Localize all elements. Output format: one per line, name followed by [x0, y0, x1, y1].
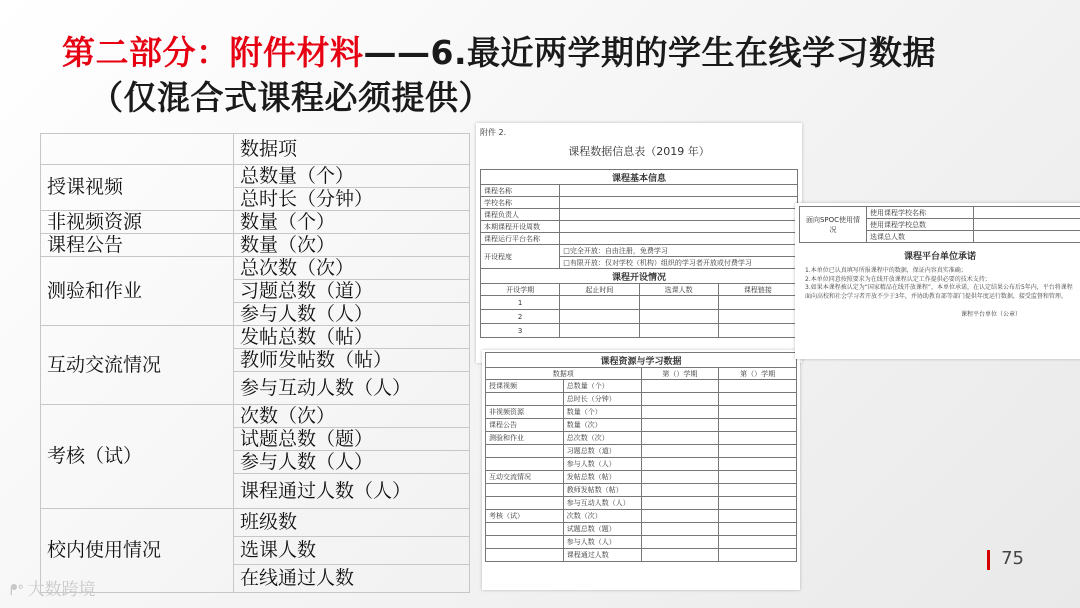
empty-cell: [719, 523, 797, 536]
empty-cell: [974, 231, 1080, 243]
section-row: [481, 170, 798, 185]
category-cell: 测验和作业: [486, 432, 564, 445]
spoc-item: 使用课程学校总数: [867, 219, 974, 231]
empty-cell: [560, 324, 639, 338]
empty-cell: [641, 458, 719, 471]
empty-cell: [641, 445, 719, 458]
table-header-row: [486, 368, 797, 380]
field-value: [560, 197, 798, 209]
table-row: [486, 471, 797, 484]
item-cell: 发帖总数（帖）: [234, 326, 470, 349]
watermark: [10, 575, 96, 600]
table-row: [486, 393, 797, 406]
table-row: [481, 296, 798, 310]
empty-cell: [641, 393, 719, 406]
item-cell: 教师发帖数（帖）: [234, 349, 470, 372]
column-header: 起止时间: [560, 284, 639, 296]
title-part-prefix: 第二部分：附件材料: [62, 33, 364, 72]
category-cell: 授课视频: [486, 380, 564, 393]
slide-title: [62, 30, 1040, 120]
field-value: [560, 209, 798, 221]
item-cell: 总次数（次）: [563, 432, 641, 445]
resource-learning-data-table: [485, 352, 797, 562]
empty-cell: [719, 536, 797, 549]
item-cell: 总时长（分钟）: [563, 393, 641, 406]
field-label: 本期课程开设周数: [481, 221, 560, 233]
item-cell: 参与人数（人）: [563, 458, 641, 471]
empty-cell: [719, 393, 797, 406]
table-row: [481, 233, 798, 245]
page-number: 75: [1001, 548, 1024, 569]
watermark-logo-icon: ᖰᐤ: [10, 581, 24, 599]
commitment-text: [799, 267, 1080, 301]
item-cell: 数量（个）: [234, 211, 470, 234]
field-label: 开设程度: [481, 245, 560, 269]
field-label: 学校名称: [481, 197, 560, 209]
category-cell: [486, 458, 564, 471]
item-cell: 总时长（分钟）: [234, 188, 470, 211]
table-row: [486, 380, 797, 393]
section-row: [481, 269, 798, 284]
table-row: [486, 510, 797, 523]
field-label: 课程名称: [481, 185, 560, 197]
sheet-title: 课程数据信息表（2019 年）: [568, 145, 710, 158]
category-cell: [486, 393, 564, 406]
open-option: □完全开放：自由注册，免费学习: [560, 245, 798, 257]
item-cell: 试题总数（题）: [563, 523, 641, 536]
empty-cell: [719, 458, 797, 471]
table-row: [481, 221, 798, 233]
empty-cell: [641, 536, 719, 549]
empty-cell: [641, 471, 719, 484]
section-title: 课程开设情况: [481, 269, 798, 284]
empty-cell: [719, 471, 797, 484]
column-header: 第（）学期: [641, 368, 719, 380]
empty-cell: [719, 484, 797, 497]
data-items-table: [40, 133, 470, 593]
item-cell: 发帖总数（帖）: [563, 471, 641, 484]
item-cell: 习题总数（道）: [563, 445, 641, 458]
category-cell: 非视频资源: [486, 406, 564, 419]
item-cell: 参与互动人数（人）: [234, 372, 470, 405]
category-cell: 授课视频: [41, 165, 234, 211]
table-row: [486, 497, 797, 510]
table-row: [41, 165, 470, 188]
category-cell: [486, 523, 564, 536]
empty-cell: [639, 310, 718, 324]
table-header-cell: 数据项: [234, 134, 470, 165]
semester-cell: 2: [481, 310, 560, 324]
empty-cell: [641, 419, 719, 432]
commitment-line: 1.本单位已认真填写所报课程中的数据，保证内容真实准确；: [805, 267, 967, 274]
empty-cell: [719, 406, 797, 419]
column-header: 选课人数: [639, 284, 718, 296]
item-cell: 选课人数: [234, 537, 470, 565]
column-header: 课程链接: [718, 284, 797, 296]
table-row: [41, 211, 470, 234]
item-cell: 试题总数（题）: [234, 428, 470, 451]
item-cell: 参与互动人数（人）: [563, 497, 641, 510]
column-header: 开设学期: [481, 284, 560, 296]
item-cell: 总数量（个）: [563, 380, 641, 393]
category-cell: 考核（试）: [486, 510, 564, 523]
table-row: [486, 458, 797, 471]
field-label: 课程负责人: [481, 209, 560, 221]
category-cell: 测验和作业: [41, 257, 234, 326]
spoc-label: 面向SPOC使用情况: [800, 207, 867, 243]
item-cell: 参与人数（人）: [563, 536, 641, 549]
section-row: [486, 353, 797, 368]
item-cell: 总数量（个）: [234, 165, 470, 188]
section-title: 课程基本信息: [481, 170, 798, 185]
empty-cell: [974, 207, 1080, 219]
category-cell: 互动交流情况: [486, 471, 564, 484]
table-row: [486, 419, 797, 432]
empty-cell: [641, 523, 719, 536]
commitment-line: 2.本单位同意按照要求为在线开放课程认定工作提供必要的技术支持；: [805, 275, 991, 283]
empty-cell: [560, 296, 639, 310]
slide-subtitle: （仅混合式课程必须提供）: [90, 78, 492, 117]
item-cell: 次数（次）: [234, 405, 470, 428]
table-row: [486, 432, 797, 445]
item-cell: 总次数（次）: [234, 257, 470, 280]
category-cell: [486, 549, 564, 562]
empty-cell: [560, 310, 639, 324]
table-row: [41, 234, 470, 257]
resource-learning-data-sheet: [482, 350, 800, 590]
item-cell: 习题总数（道）: [234, 280, 470, 303]
table-row: [486, 549, 797, 562]
header-empty-cell: [41, 134, 234, 165]
empty-cell: [719, 419, 797, 432]
table-row: [486, 484, 797, 497]
category-cell: 校内使用情况: [41, 509, 234, 593]
empty-cell: [719, 497, 797, 510]
empty-cell: [719, 432, 797, 445]
empty-cell: [641, 510, 719, 523]
spoc-item: 使用课程学校名称: [867, 207, 974, 219]
course-data-info-sheet: [476, 123, 802, 363]
commitment-line: 3.如果本课程被认定为“国家精品在线开放课程”，本单位承诺，在认定结果公布后5年内，平台将课程面向高校和社会学习者开放不少于3年，并协助教育部等部门提供年度运行数据，接受监督和管理。: [805, 284, 1073, 300]
item-cell: 班级数: [234, 509, 470, 537]
table-row: [481, 245, 798, 257]
table-row: [41, 509, 470, 537]
empty-cell: [718, 296, 797, 310]
table-row: [41, 257, 470, 280]
item-cell: 课程通过人数: [563, 549, 641, 562]
category-cell: 非视频资源: [41, 211, 234, 234]
category-cell: [486, 445, 564, 458]
field-value: [560, 221, 798, 233]
section-title: 课程资源与学习数据: [486, 353, 797, 368]
empty-cell: [719, 549, 797, 562]
title-part-suffix: ——6.最近两学期的学生在线学习数据: [363, 33, 936, 72]
table-row: [486, 536, 797, 549]
table-header-row: [41, 134, 470, 165]
empty-cell: [718, 324, 797, 338]
commitment-title: 课程平台单位承诺: [903, 252, 976, 262]
table-row: [486, 445, 797, 458]
category-cell: [486, 497, 564, 510]
column-header: 数据项: [486, 368, 642, 380]
spoc-item: 选课总人数: [867, 231, 974, 243]
column-header: 第（）学期: [719, 368, 797, 380]
table-row: [486, 406, 797, 419]
table-row: [486, 523, 797, 536]
table-row: [41, 326, 470, 349]
table-row: [481, 209, 798, 221]
watermark-text: 大数跨境: [27, 580, 96, 600]
empty-cell: [719, 510, 797, 523]
item-cell: 在线通过人数: [234, 565, 470, 593]
empty-cell: [641, 497, 719, 510]
attachment-label: 附件 2.: [480, 128, 507, 137]
table-row: [481, 324, 798, 338]
empty-cell: [641, 406, 719, 419]
field-label: 课程运行平台名称: [481, 233, 560, 245]
open-option: □有限开放：仅对学校（机构）组织的学习者开放或付费学习: [560, 257, 798, 269]
item-cell: 参与人数（人）: [234, 451, 470, 474]
empty-cell: [639, 324, 718, 338]
empty-cell: [719, 380, 797, 393]
course-basic-info-table: [480, 169, 798, 338]
table-row: [481, 197, 798, 209]
semester-cell: 3: [481, 324, 560, 338]
empty-cell: [974, 219, 1080, 231]
semester-cell: 1: [481, 296, 560, 310]
empty-cell: [719, 445, 797, 458]
spoc-usage-table: [799, 206, 1080, 243]
category-cell: 考核（试）: [41, 405, 234, 509]
item-cell: 数量（个）: [563, 406, 641, 419]
empty-cell: [641, 380, 719, 393]
item-cell: 次数（次）: [563, 510, 641, 523]
table-row: [481, 310, 798, 324]
table-header-row: [481, 284, 798, 296]
empty-cell: [641, 484, 719, 497]
item-cell: 数量（次）: [234, 234, 470, 257]
category-cell: 课程公告: [41, 234, 234, 257]
category-cell: 互动交流情况: [41, 326, 234, 405]
page-number-marker: [987, 550, 990, 570]
field-value: [560, 185, 798, 197]
platform-commitment-sheet: [795, 203, 1080, 359]
item-cell: 课程通过人数（人）: [234, 474, 470, 509]
item-cell: 教师发帖数（帖）: [563, 484, 641, 497]
platform-sign: 课程平台单位（公章）: [960, 311, 1021, 318]
category-cell: [486, 484, 564, 497]
table-row: [481, 185, 798, 197]
empty-cell: [718, 310, 797, 324]
item-cell: 数量（次）: [563, 419, 641, 432]
empty-cell: [641, 432, 719, 445]
table-row: [41, 405, 470, 428]
item-cell: 参与人数（人）: [234, 303, 470, 326]
category-cell: [486, 536, 564, 549]
table-row: [800, 207, 1080, 219]
field-value: [560, 233, 798, 245]
empty-cell: [641, 549, 719, 562]
category-cell: 课程公告: [486, 419, 564, 432]
empty-cell: [639, 296, 718, 310]
